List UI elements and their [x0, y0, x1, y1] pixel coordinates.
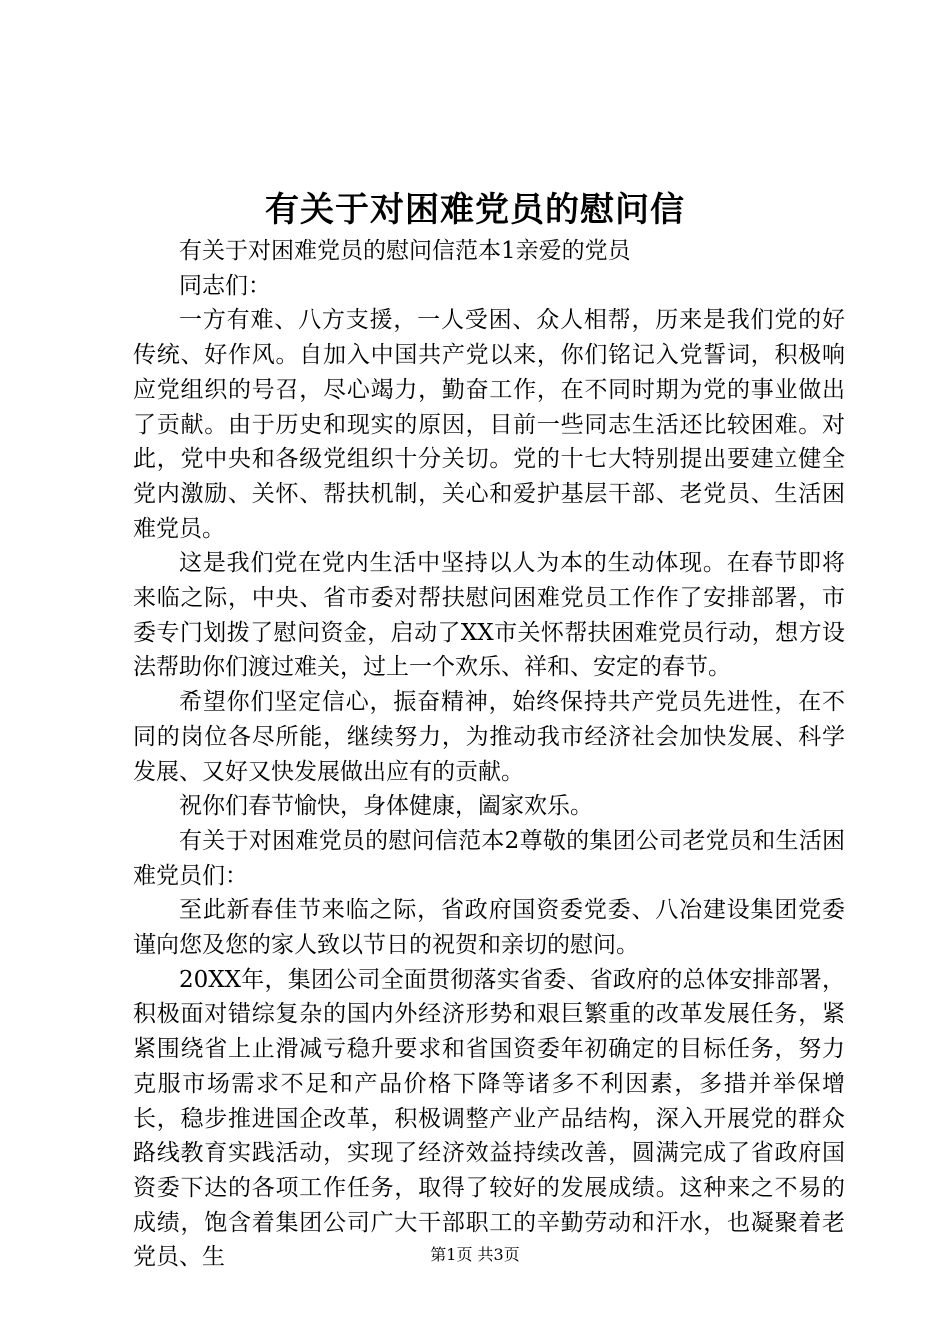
paragraph: 有关于对困难党员的慰问信范本1亲爱的党员 [179, 238, 631, 264]
page-total: 共3页 [477, 1245, 520, 1264]
paragraph: 祝你们春节愉快，身体健康，阖家欢乐。 [179, 793, 593, 820]
paragraph: 有关于对困难党员的慰问信范本2尊敬的集团公司老党员和生活困难党员们： [133, 827, 845, 889]
paragraph: 希望你们坚定信心，振奋精神，始终保持共产党员先进性，在不同的岗位各尽所能，继续努力，为推动我市经济社会加快发展、科学发展、又好又快发展做出应有的贡献。 [133, 689, 845, 785]
paragraph: 20XX年，集团公司全面贯彻落实省委、省政府的总体安排部署，积极面对错综复杂的国内外经济形势和艰巨繁重的改革发展任务，紧紧围绕省上止滑减亏稳升要求和省国资委年初确定的目标任务，努力克服市场需求不足和产品价格下降等诸多不利因素，多措并举保增长，稳步推进国企改革，积极调整产业产品结构，深入开展党的群众路线教育实践活动，实现了经济效益持续改善，圆满完成了省政府国资委下达的各项工作任务，取得了较好的发展成绩。这种来之不易的成绩，饱含着集团公司广大干部职工的辛勤劳动和汗水，也凝聚着老党员、生 [133, 966, 845, 1271]
paragraph: 至此新春佳节来临之际，省政府国资委党委、八冶建设集团党委谨向您及您的家人致以节日的祝贺和亲切的慰问。 [133, 897, 845, 959]
paragraph: 一方有难、八方支援，一人受困、众人相帮，历来是我们党的好传统、好作风。自加入中国共产党以来，你们铭记入党誓词，积极响应党组织的号召，尽心竭力，勤奋工作，在不同时期为党的事业做出了贡献。由于历史和现实的原因，目前一些同志生活还比较困难。对此，党中央和各级党组织十分关切。党的十七大特别提出要建立健全党内激励、关怀、帮扶机制，关心和爱护基层干部、老党员、生活困难党员。 [133, 307, 845, 542]
document-body [133, 234, 845, 1275]
page-footer [0, 1243, 950, 1267]
paragraph: 这是我们党在党内生活中坚持以人为本的生动体现。在春节即将来临之际，中央、省市委对帮扶慰问困难党员工作作了安排部署，市委专门划拨了慰问资金，启动了XX市关怀帮扶困难党员行动，想方设法帮助你们渡过难关，过上一个欢乐、祥和、安定的春节。 [133, 550, 845, 681]
page-number: 第1页 [430, 1245, 473, 1264]
document-title: 有关于对困难党员的慰问信 [265, 190, 685, 230]
paragraph: 同志们： [179, 272, 271, 299]
